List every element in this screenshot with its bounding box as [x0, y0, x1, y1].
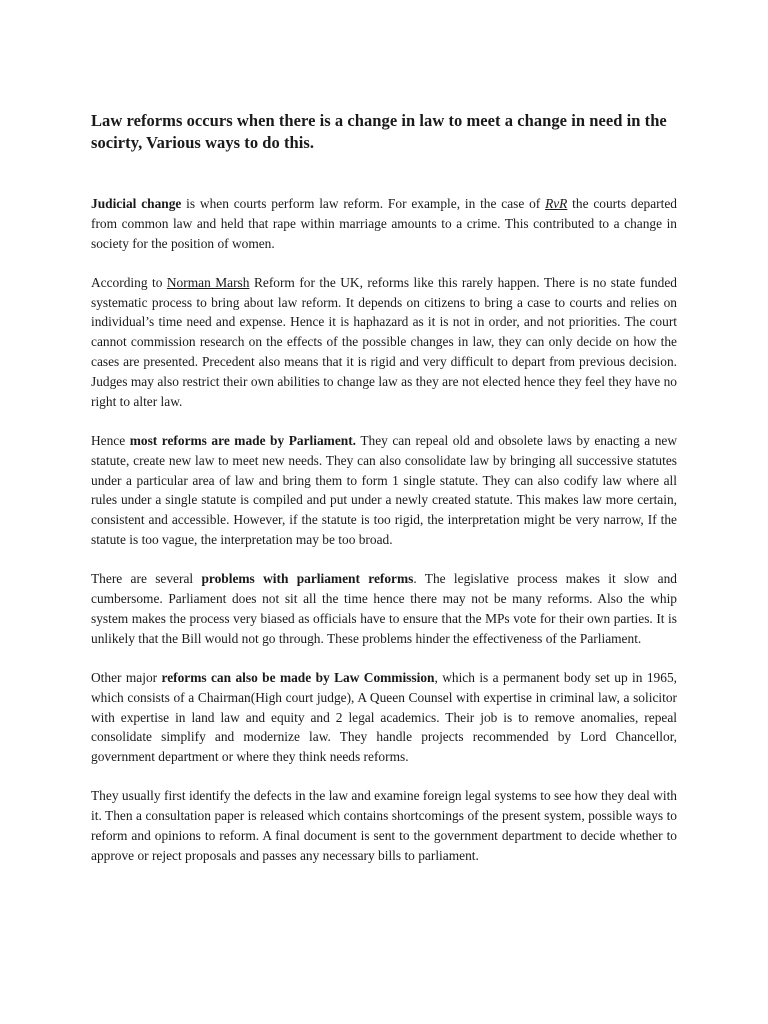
- paragraph-judicial-change: [91, 194, 677, 253]
- case-citation: RvR: [545, 196, 568, 211]
- paragraph-parliament: [91, 431, 677, 550]
- bold-phrase: problems with parliament reforms: [201, 571, 414, 587]
- document-title: Law reforms occurs when there is a change in law to meet a change in need in the socirty, Various ways to do this.: [91, 111, 667, 152]
- text-run: Reform for the UK, reforms like this rarely happen. There is no state funded systematic process to bring about law reform. It depends on citizens to bring a case to courts and relies on individual’s time need and expense. Hence it is haphazard as it is not in order, and not priorities. The court cannot commission research on the effects of the possible changes in law, they can only decide on how the cases are presented. Precedent also means that it is rigid and very difficult to depart from previous decision. Judges may also restrict their own abilities to change law as they are not elected hence they feel they have no right to alter law.: [91, 274, 677, 409]
- text-run: They can repeal old and obsolete laws by enacting a new statute, create new law to meet new needs. They can also consolidate law by bringing all successive statutes under a particular area of law and bring them to form 1 single statute. They can also codify law where all rules under a single statute is compiled and put under a newly created statute. This makes law more certain, consistent and accessible. However, if the statute is too rigid, the interpretation might be very narrow, If the statute is too vague, the interpretation may be too broad.: [91, 432, 678, 547]
- paragraph-parliament-problems: [91, 569, 677, 648]
- text-run: According to: [91, 274, 167, 290]
- author-name: Norman Marsh: [166, 274, 250, 290]
- text-run: , which is a permanent body set up in 1965, which consists of a Chairman(High court judge), A Queen Counsel with expertise in criminal law, a solicitor with expertise in land law and equity and 2 legal academics. Their job is to remove anomalies, repeal consolidate simplify and modernize law. They handle projects recommended by Lord Chancellor, government department or where they think needs reforms.: [91, 669, 677, 765]
- paragraph-consultation-process: [91, 786, 677, 865]
- text-run: They usually first identify the defects in the law and examine foreign legal systems to see how they deal with it. Then a consultation paper is released which contains shortcomings of the present system, possible ways to reform and opinions to reform. A final document is sent to the government department to decide whether to approve or reject proposals and passes any necessary bills to parliament.: [91, 788, 677, 863]
- paragraph-law-commission: [91, 668, 677, 767]
- bold-phrase: most reforms are made by Parliament.: [129, 432, 357, 448]
- text-run: There are several: [91, 571, 202, 587]
- text-run: . The legislative process makes it slow and cumbersome. Parliament does not sit all the time hence there may not be many reforms. Also the whip system makes the process very biased as officials have to ensure that the MPs vote for their own parties. It is unlikely that the Bill would not go through. These problems hinder the effectiveness of the Parliament.: [91, 571, 678, 646]
- text-run: Other major: [91, 669, 162, 685]
- bold-phrase: Judicial change: [91, 196, 182, 211]
- bold-phrase: reforms can also be made by Law Commission: [161, 669, 435, 685]
- text-run: is when courts perform law reform. For example, in the case of: [181, 196, 546, 211]
- text-run: the courts departed from common law and held that rape within marriage amounts to a crime. This contributed to a change in society for the position of women.: [91, 196, 677, 251]
- paragraph-norman-marsh: [91, 273, 677, 412]
- text-run: Hence: [91, 432, 130, 448]
